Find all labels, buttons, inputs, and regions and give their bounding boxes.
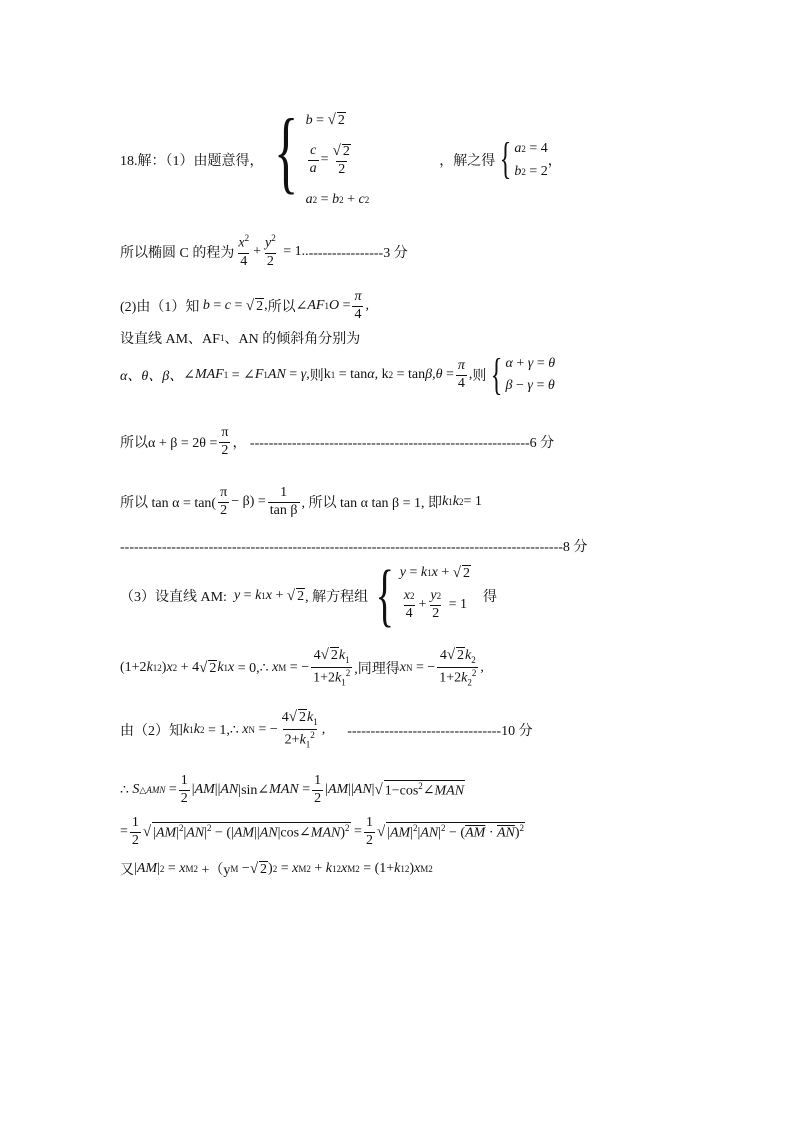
area-expansion-line: = $\frac{1}{2}$ √ $|AM|^2|AN|^2$ − (|AM||AN|cos∠MAN)$^2$ = $\frac{1}{2}$ √ $|AM|^2|AN|^2 - (\overline{AM} \cdot \overline{AN})^2$ — [120, 814, 525, 848]
score-8: -----------------------------------------------------------------------------------------------8 分 — [120, 540, 588, 555]
ellipse-equation-line: 所以椭圆 C 的程为 $\frac{x^2}{4}$ + $\frac{y^2}{2}$ = 1 .. ----------------3 分 — [120, 233, 408, 269]
solution-part1-system: 18.解：（1）由题意得， { b = √ 2 $\frac{c}{a}$ = √ 2 2 a 2 = b 2 + c 2 ，解之得 { a 2 = 4 b 2 = 2 ， — [120, 100, 562, 220]
am-length-line: 又 | AM | 2 = x M 2 +（y M − √ 2 ) 2 = x M 2 + k 1 2 x M 2 = (1+ k 1 2 ) x M 2 — [120, 860, 433, 878]
solution-system: { a 2 = 4 b 2 = 2 — [499, 134, 548, 183]
score-10: ---------------------------------10 分 — [347, 724, 533, 739]
part2-intro-line: (2)由（1）知 b = c = √ 2 , 所以 ∠ AF 1 O = $\frac{\pi}{4}$ , — [120, 288, 369, 322]
part3-line-am: （3）设直线 AM: y = k 1 x + √ 2 , 解方程组 { y = k 1 x + √ 2 x 2 4 + y 2 2 = 1 得 — [120, 557, 497, 634]
score-8-line — [120, 536, 587, 556]
tan-product-line: 所以 tan α = tan( $\frac{\pi}{2}$ − β) = $\frac{1}{\text{tan β}}$ , 所以 tan α tan β = 1, 即 k 1 k 2 = 1 — [120, 484, 482, 518]
xn-formula-line: 由（2）知 k 1 k 2 = 1,∴ x N = − $\frac{4√ 2k_1}{2+k_1^2}$ , ---------------------------------10 分 — [120, 709, 533, 750]
sum-angle-line: 所以α + β = 2θ = $\frac{\pi}{2}$ ， ------------------------------------------------------------6 分 — [120, 424, 555, 458]
xm-formula-line: (1+2 k 1 2 ) x 2 + 4 √ 2 k 1 x = 0,∴ x M = − $\frac{4√ 2k_1}{1+2k_1^2}$ ,同理得 x N = − $\frac{4√ 2k_2}{1+2k_2^2}$ , — [120, 647, 484, 688]
part1-intro: 18.解：（1）由题意得， — [120, 154, 264, 169]
area-formula-line: ∴ S △AMN = $\frac{1}{2}$ | AM || AN |sin∠ MAN = $\frac{1}{2}$ | AM || AN | √ $1-\cos^2\angle MAN$ — [120, 772, 465, 806]
score-3: ----------------3 分 — [308, 246, 408, 261]
solve-text: ，解之得 — [439, 154, 496, 169]
score-6: ， ------------------------------------------------------------6 分 — [232, 436, 555, 451]
inclination-line: 设直线 AM、AF 1 、AN 的倾斜角分别为 — [120, 332, 361, 347]
given-system: { b = √ 2 $\frac{c}{a}$ = √ 2 2 a 2 = b 2 + c 2 — [273, 100, 370, 207]
angle-relations-line: α、θ、β、 ∠ MAF 1 = ∠ F 1 AN = γ , 则 k 1 = tan α , k 2 = tan β , θ = $\frac{\pi}{4}$ , 则 { α + γ = θ β − γ = θ — [120, 350, 556, 399]
